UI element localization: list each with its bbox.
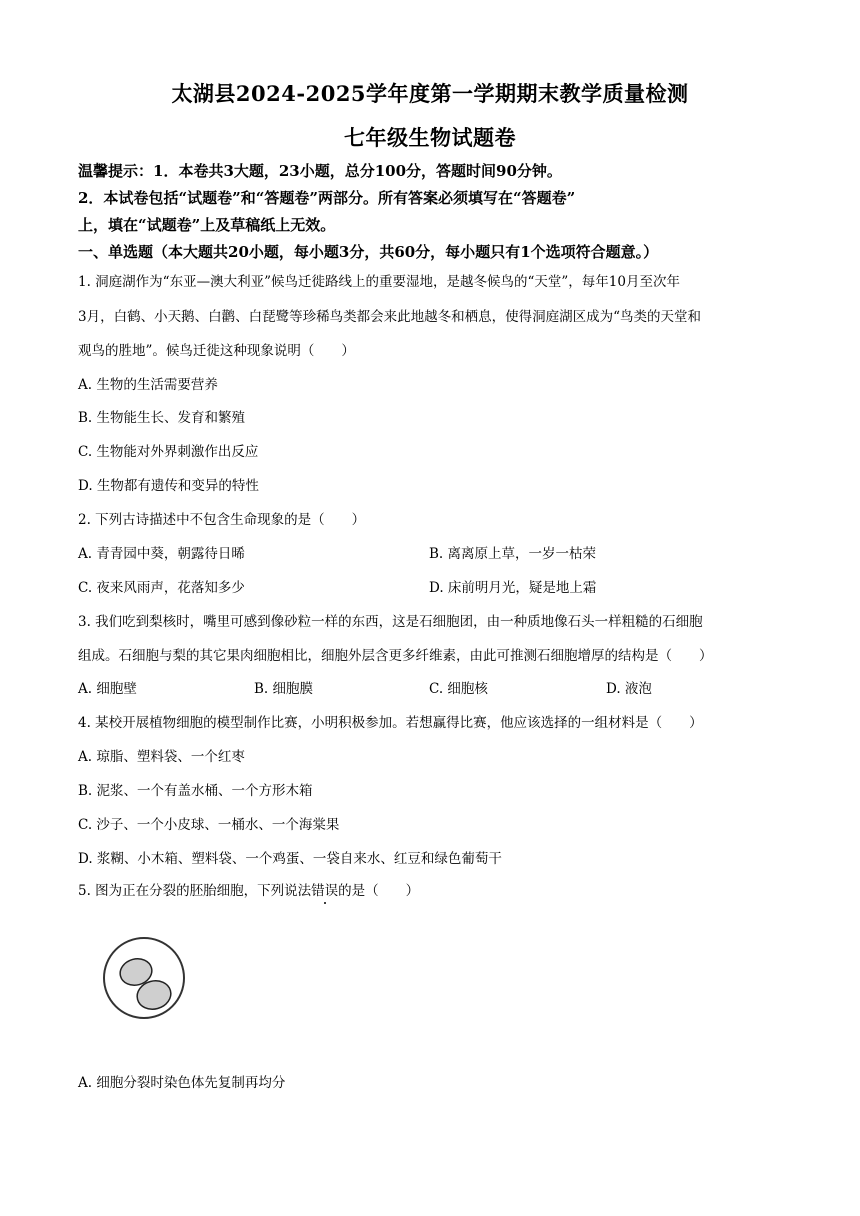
q4-option-a: A. 琼脂、塑料袋、一个红枣 bbox=[78, 749, 245, 765]
q5-stem bbox=[78, 879, 419, 899]
q4-option-b: B. 泥浆、一个有盖水桶、一个方形木箱 bbox=[78, 783, 313, 799]
q5-stem-emphasis: 错误 bbox=[311, 883, 339, 899]
exam-subtitle: 七年级生物试题卷 bbox=[344, 125, 516, 150]
q5-stem-post: 的是（ ） bbox=[338, 883, 420, 899]
notice-line-3: 上，填在“试题卷”上及草稿纸上无效。 bbox=[78, 216, 336, 234]
q2-option-c: C. 夜来风雨声，花落知多少 bbox=[78, 580, 245, 596]
q3-option-d: D. 液泡 bbox=[606, 681, 652, 697]
q3-line-1: 3. 我们吃到梨核时，嘴里可感到像砂粒一样的东西，这是石细胞团，由一种质地像石头一样粗糙的石细胞 bbox=[78, 614, 703, 630]
q5-stem-pre: 5. 图为正在分裂的胚胎细胞，下列说法 bbox=[78, 883, 312, 899]
q2-option-a: A. 青青园中葵，朝露待日晞 bbox=[78, 546, 245, 562]
q1-option-a: A. 生物的生活需要营养 bbox=[78, 377, 218, 393]
q3-option-a: A. 细胞壁 bbox=[78, 681, 137, 697]
q1-line-1: 1. 洞庭湖作为“东亚—澳大利亚”候鸟迁徙路线上的重要湿地，是越冬候鸟的“天堂”，每年10月至次年 bbox=[78, 274, 680, 290]
q2-stem: 2. 下列古诗描述中不包含生命现象的是（ ） bbox=[78, 512, 366, 528]
dividing-cell-figure bbox=[96, 932, 192, 1028]
q3-option-c: C. 细胞核 bbox=[429, 681, 488, 697]
exam-title: 太湖县2024-2025学年度第一学期期末教学质量检测 bbox=[171, 81, 689, 106]
q4-option-d: D. 浆糊、小木箱、塑料袋、一个鸡蛋、一袋自来水、红豆和绿色葡萄干 bbox=[78, 851, 502, 867]
q4-option-c: C. 沙子、一个小皮球、一桶水、一个海棠果 bbox=[78, 817, 340, 833]
q5-option-a: A. 细胞分裂时染色体先复制再均分 bbox=[78, 1075, 286, 1091]
q1-line-3: 观鸟的胜地”。候鸟迁徙这种现象说明（ ） bbox=[78, 343, 355, 359]
notice-line-2: 2．本试卷包括“试题卷”和“答题卷”两部分。所有答案必须填写在“答题卷” bbox=[78, 189, 576, 207]
q1-option-d: D. 生物都有遗传和变异的特性 bbox=[78, 478, 259, 494]
section-heading: 一、单选题（本大题共20小题，每小题3分，共60分，每小题只有1个选项符合题意。） bbox=[78, 243, 659, 261]
notice-line-1: 温馨提示：1．本卷共3大题，23小题，总分100分，答题时间90分钟。 bbox=[78, 162, 562, 180]
q1-line-2: 3月，白鹤、小天鹅、白鹳、白琵鹭等珍稀鸟类都会来此地越冬和栖息，使得洞庭湖区成为“鸟类的天堂和 bbox=[78, 309, 701, 325]
q3-line-2: 组成。石细胞与梨的其它果肉细胞相比，细胞外层含更多纤维素，由此可推测石细胞增厚的结构是（ ） bbox=[78, 648, 713, 664]
q1-option-c: C. 生物能对外界刺激作出反应 bbox=[78, 444, 259, 460]
q1-option-b: B. 生物能生长、发育和繁殖 bbox=[78, 410, 246, 426]
q2-option-d: D. 床前明月光，疑是地上霜 bbox=[429, 580, 597, 596]
q2-option-b: B. 离离原上草，一岁一枯荣 bbox=[429, 546, 597, 562]
q3-option-b: B. 细胞膜 bbox=[254, 681, 314, 697]
q4-stem: 4. 某校开展植物细胞的模型制作比赛，小明积极参加。若想赢得比赛，他应该选择的一组材料是（ ） bbox=[78, 715, 703, 731]
